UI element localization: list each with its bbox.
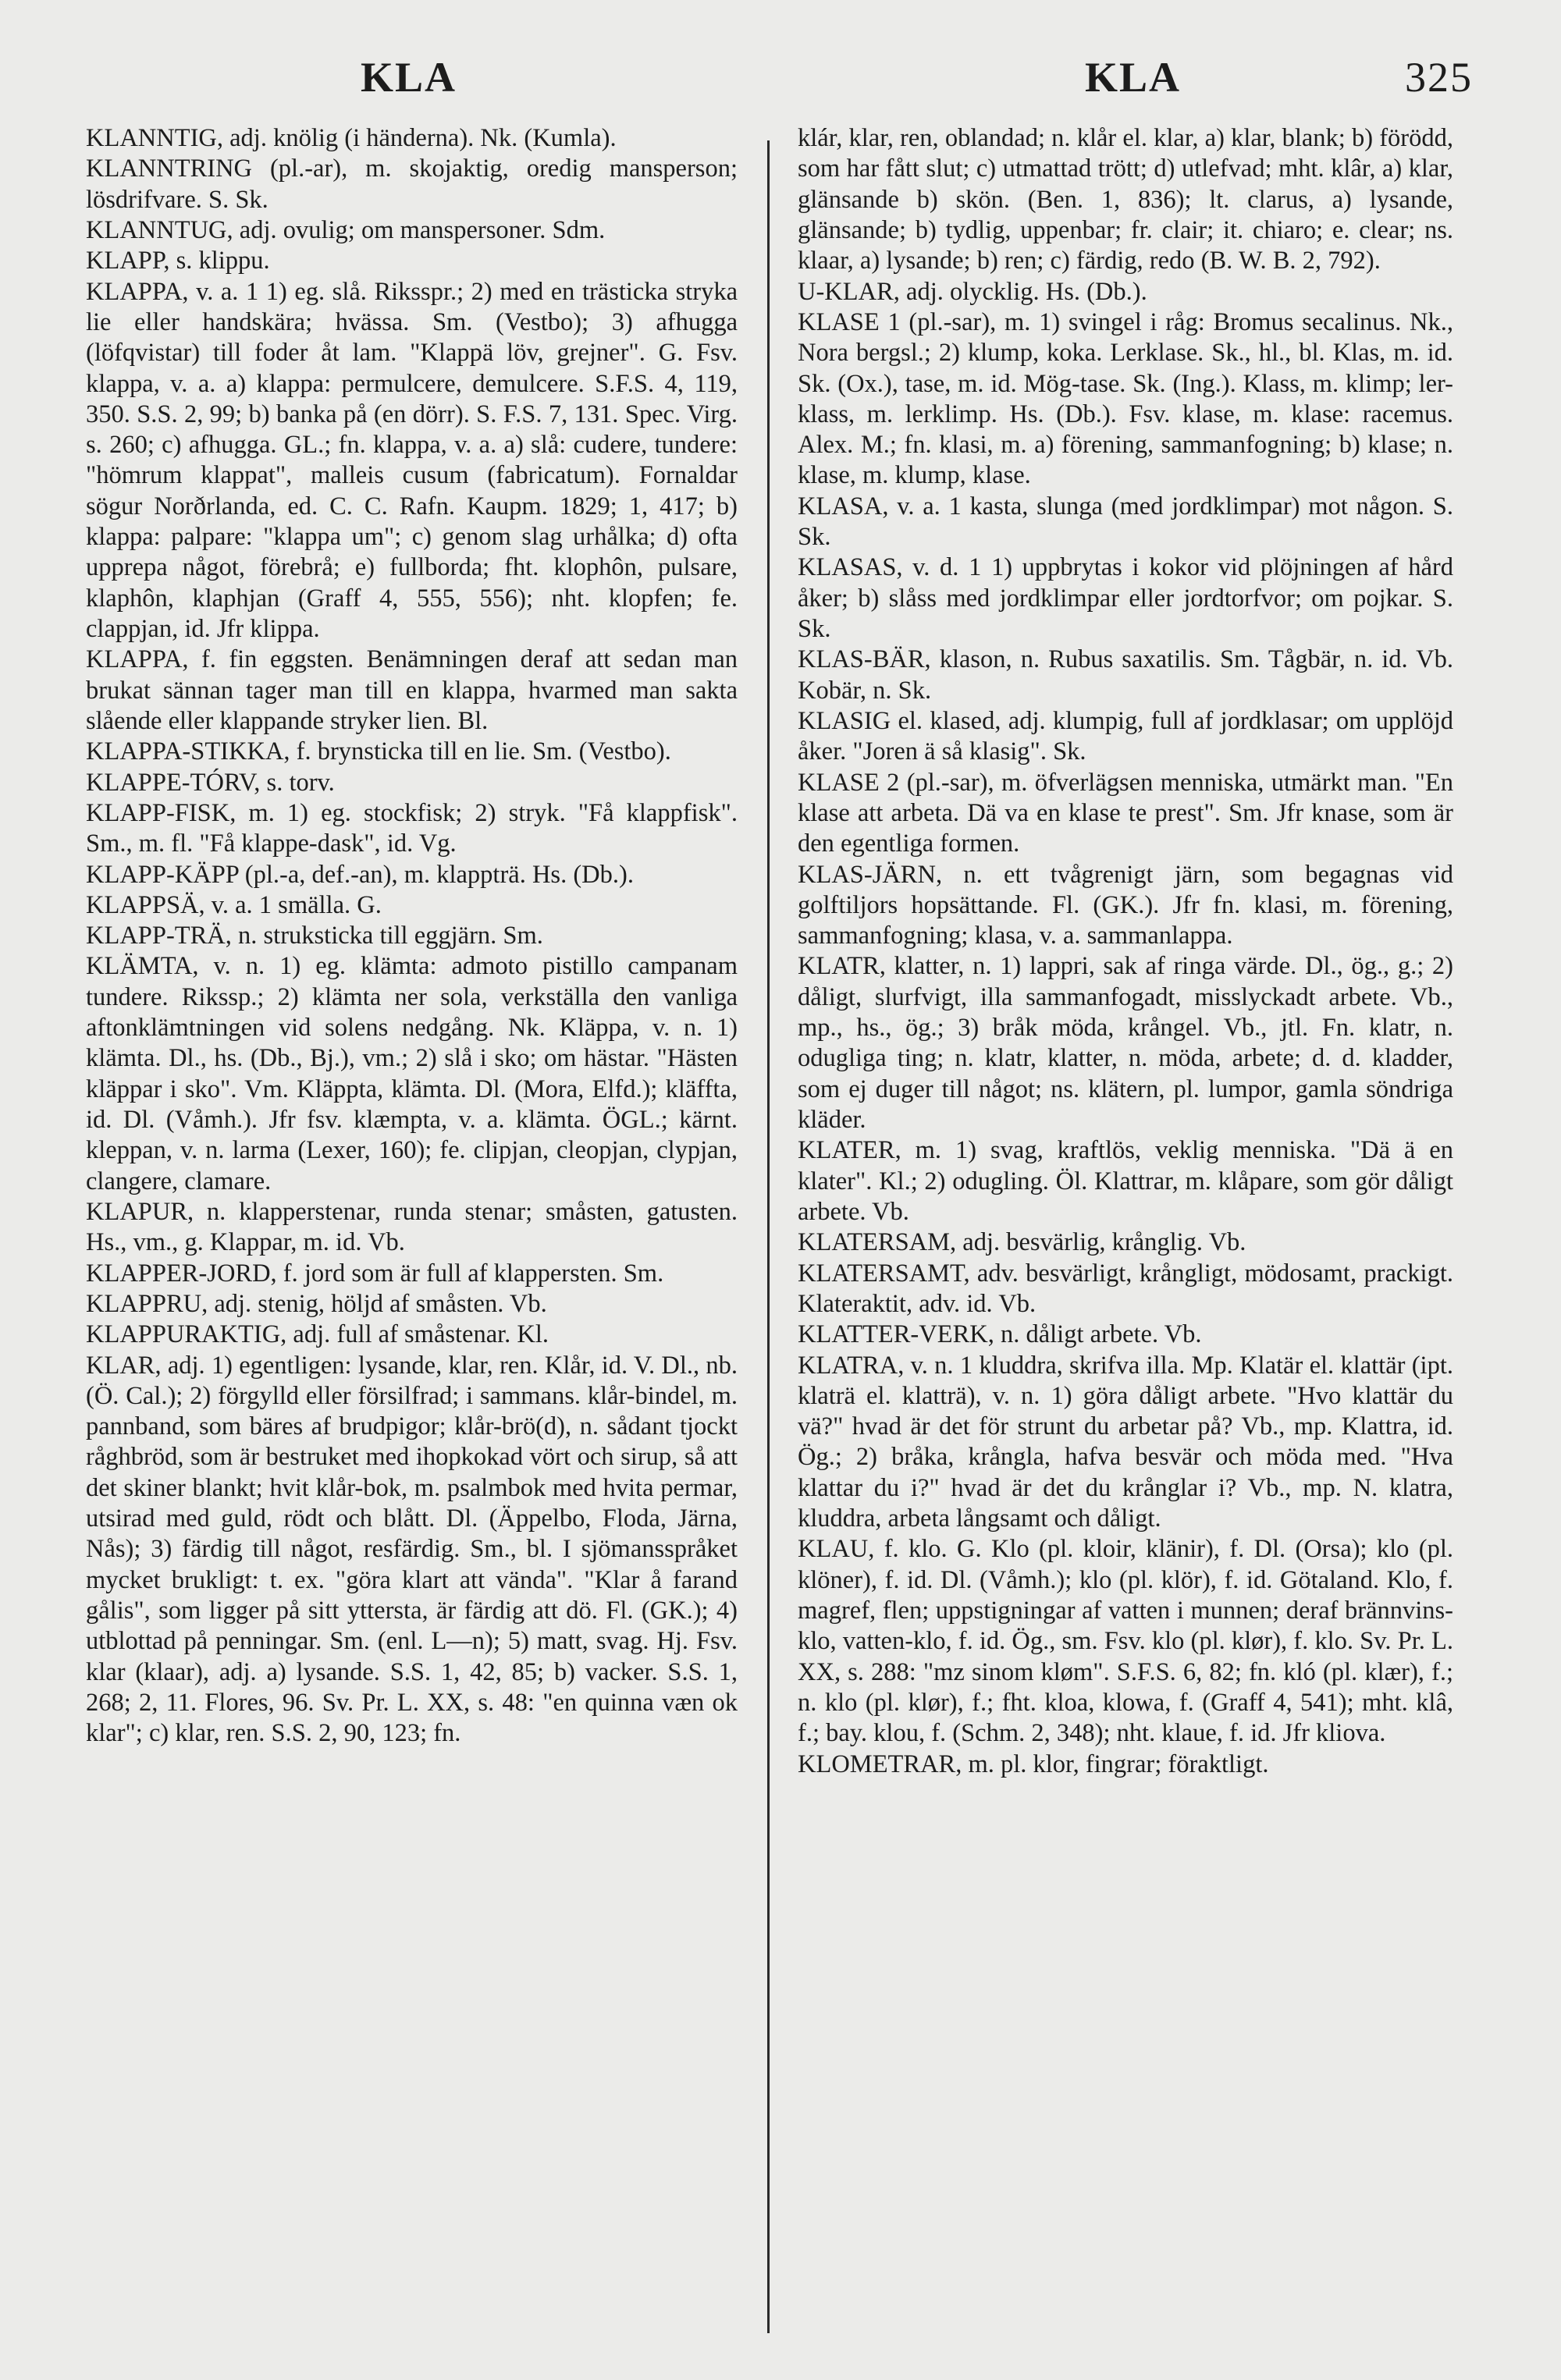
left-entry: KLANNTIG, adj. knölig (i händerna). Nk. (Kumla). (86, 124, 617, 152)
right-entry: KLATRA, v. n. 1 kluddra, skrifva illa. Mp. Klatär el. klattär (ipt. klaträ el. klatträ), v. n. 1) göra dåligt arbete. "Hvo klattär du vä?" hvad är det för strunt du arbetar på? Vb., mp. Klattra, id. Ög.; 2) bråka, krångla, hafva besvär och möda med. "Hva klattar du i?" hvad är det du krånglar i? Vb., mp. N. klatra, kluddra, arbeta långsamt och dåligt. (798, 1351, 1453, 1533)
right-entry: KLASAS, v. d. 1 1) uppbrytas i kokor vid plöjningen af hård åker; b) slåss med jordklimpar eller jordtorfvor; om pojkar. S. Sk. (798, 553, 1453, 643)
right-entry: KLATER, m. 1) svag, kraftlös, veklig menniska. "Dä ä en klater". Kl.; 2) odugling. Öl. Klattrar, m. klåpare, som gör dåligt arbete. Vb. (798, 1136, 1453, 1226)
right-entry: KLOMETRAR, m. pl. klor, fingrar; föraktligt. (798, 1749, 1269, 1778)
left-column (86, 123, 738, 2355)
running-head-left: KLA (361, 54, 457, 101)
right-entry: KLATTER-VERK, n. dåligt arbete. Vb. (798, 1320, 1202, 1349)
left-entry: KLÄMTA, v. n. 1) eg. klämta: admoto pistillo campanam tundere. Rikssp.; 2) klämta ner sola, verkställa den vanliga aftonklämtningen vid solens nedgång. Nk. Kläppa, v. n. 1) klämta. Dl., hs. (Db., Bj.), vm.; 2) slå i sko; om hästar. "Hästen kläppar i sko". Vm. Kläppta, klämta. Dl. (Mora, Elfd.); kläffta, id. Dl. (Våmh.). Jfr fsv. klæmpta, v. a. klämta. ÖGL.; kärnt. kleppan, v. n. larma (Lexer, 160); fe. clipjan, cleopjan, clypjan, clangere, clamare. (86, 952, 738, 1195)
left-entry: KLAPPA, v. a. 1 1) eg. slå. Riksspr.; 2) med en trästicka stryka lie eller handskära; hvässa. Sm. (Vestbo); 3) afhugga (löfqvistar) till foder åt lam. "Klappä löv, grejner". G. Fsv. klappa, v. a. a) klappa: permulcere, demulcere. S.F.S. 4, 119, 350. S.S. 2, 99; b) banka på (en dörr). S. F.S. 7, 131. Spec. Virg. s. 260; c) afhugga. GL.; fn. klappa, v. a. a) slå: cudere, tundere: "hömrum klappat", malleis cusum (fabricatum). Fornaldar sögur Norðrlanda, ed. C. C. Rafn. Kaupm. 1829; 1, 417; b) klappa: palpare: "klappa um"; c) genom slag urhålka; d) ofta upprepa något, förebrå; e) fullborda; fht. klophôn, pulsare, klaphôn, klaphjan (Graff 4, 555, 556); nht. klopfen; fe. clappjan, id. Jfr klippa. (86, 277, 738, 643)
right-column (798, 123, 1453, 2355)
left-entry: KLAPPA-STIKKA, f. brynsticka till en lie. Sm. (Vestbo). (86, 737, 671, 766)
right-entry: KLAS-BÄR, klason, n. Rubus saxatilis. Sm. Tågbär, n. id. Vb. Kobär, n. Sk. (798, 645, 1453, 705)
left-entry: KLANNTUG, adj. ovulig; om manspersoner. Sdm. (86, 215, 606, 244)
column-divider (767, 140, 770, 2333)
left-entry: KLAPP-TRÄ, n. struksticka till eggjärn. Sm. (86, 922, 543, 950)
right-entry: KLATR, klatter, n. 1) lappri, sak af ringa värde. Dl., ög., g.; 2) dåligt, slurfvigt, illa sammanfogadt, misslyckadt arbete. Vb., mp., hs., ög.; 3) bråk möda, krångel. Vb., jtl. Fn. klatr, n. odugliga ting; n. klatr, klatter, n. möda, arbete; d. d. kladder, som ej duger till något; ns. klätern, pl. lumpor, gamla söndriga kläder. (798, 952, 1453, 1134)
right-entry: KLAS-JÄRN, n. ett tvågrenigt järn, som begagnas vid golftiljors hopsättande. Fl. (GK.). Jfr fn. klasi, m. förening, sammanfogning; klasa, v. a. sammanlappa. (798, 860, 1453, 950)
right-entry: klár, klar, ren, oblandad; n. klår el. klar, a) klar, blank; b) förödd, som har fått slut; c) utmattad trött; d) utlefvad; mht. klâr, a) klar, glänsande b) skön. (Ben. 1, 836); lt. clarus, a) lysande, glänsande; b) tydlig, uppenbar; fr. clair; it. chiaro; e. clear; ns. klaar, a) lysande; b) ren; c) färdig, redo (B. W. B. 2, 792). (798, 124, 1453, 275)
running-head-right: KLA (1085, 54, 1182, 101)
left-entry: KLAPP-FISK, m. 1) eg. stockfisk; 2) stryk. "Få klappfisk". Sm., m. fl. "Få klappe-dask", id. Vg. (86, 798, 738, 858)
right-entry: KLATERSAMT, adv. besvärligt, krångligt, mödosamt, prackigt. Klateraktit, adv. id. Vb. (798, 1259, 1453, 1318)
left-entry: KLANNTRING (pl.-ar), m. skojaktig, oredig mansperson; lösdrifvare. S. Sk. (86, 155, 738, 214)
left-entry: KLAPPE-TÓRV, s. torv. (86, 768, 335, 797)
left-entry: KLAPPA, f. fin eggsten. Benämningen deraf att sedan man brukat sännan tager man till en klappa, hvarmed man sakta slående eller klappande stryker lien. Bl. (86, 645, 738, 735)
left-entry: KLAPUR, n. klapperstenar, runda stenar; småsten, gatusten. Hs., vm., g. Klappar, m. id. Vb. (86, 1197, 738, 1257)
left-entry: KLAPP, s. klippu. (86, 247, 270, 275)
left-entry: KLAPPSÄ, v. a. 1 smälla. G. (86, 890, 382, 919)
right-entry: KLASE 1 (pl.-sar), m. 1) svingel i råg: Bromus secalinus. Nk., Nora bergsl.; 2) klump, koka. Lerklase. Sk., hl., bl. Klas, m. id. Sk. (Ox.), tase, m. id. Mög-tase. Sk. (Ing.). Klass, m. klimp; ler-klass, m. lerklimp. Hs. (Db.). Fsv. klase, m. klase: racemus. Alex. M.; fn. klasi, m. a) förening, sammanfogning; b) klase; n. klase, m. klump, klase. (798, 307, 1453, 490)
left-entry: KLAR, adj. 1) egentligen: lysande, klar, ren. Klår, id. V. Dl., nb. (Ö. Cal.); 2) förgylld eller försilfrad; i sammans. klår-bindel, m. pannband, som bäres af brudpigor; klår-brö(d), n. sådant tjockt råghbröd, som är bestruket med ihopkokad vört och sirup, så att det skiner blankt; hvit klår-bok, m. psalmbok med hvita permar, utsirad med guld, rödt och blått. Dl. (Äppelbo, Floda, Järna, Nås); 3) färdig till något, resfärdig. Sm., bl. I sjömansspråket mycket brukligt: t. ex. "göra klart att vända". "Klar å farand gålis", som ligger på sitt yttersta, är färdig att dö. Fl. (GK.); 4) utblottad på penningar. Sm. (enl. L—n); 5) matt, svag. Hj. Fsv. klar (klaar), adj. a) lysande. S.S. 1, 42, 85; b) vacker. S.S. 1, 268; 2, 11. Flores, 96. Sv. Pr. L. XX, s. 48: "en quinna væn ok klar"; c) klar, ren. S.S. 2, 90, 123; fn. (86, 1351, 738, 1748)
left-entry: KLAPPURAKTIG, adj. full af småstenar. Kl. (86, 1320, 549, 1349)
left-entry: KLAPP-KÄPP (pl.-a, def.-an), m. klappträ. Hs. (Db.). (86, 860, 634, 889)
left-entry: KLAPPER-JORD, f. jord som är full af klappersten. Sm. (86, 1259, 664, 1288)
page-number: 325 (1405, 54, 1473, 101)
right-entry: KLASA, v. a. 1 kasta, slunga (med jordklimpar) mot någon. S. Sk. (798, 492, 1453, 552)
right-entry: KLASE 2 (pl.-sar), m. öfverlägsen menniska, utmärkt man. "En klase att arbeta. Dä va en klase te prest". Sm. Jfr knase, som är den egentliga formen. (798, 768, 1453, 858)
right-entry: KLATERSAM, adj. besvärlig, krånglig. Vb. (798, 1228, 1246, 1257)
right-entry: U-KLAR, adj. olycklig. Hs. (Db.). (798, 277, 1147, 306)
left-entry: KLAPPRU, adj. stenig, höljd af småsten. Vb. (86, 1289, 547, 1318)
right-entry: KLAU, f. klo. G. Klo (pl. kloir, klänir), f. Dl. (Orsa); klo (pl. klöner), f. id. Dl. (Våmh.); klo (pl. klör), f. id. Götaland. Klo, f. magref, flen; uppstigningar af vatten i munnen; deraf brännvins-klo, vatten-klo, f. id. Ög., sm. Fsv. klo (pl. klør), f. klo. Sv. Pr. L. XX, s. 288: "mz sinom kløm". S.F.S. 6, 82; fn. kló (pl. klær), f.; n. klo (pl. klør), f.; fht. kloa, klowa, f. (Graff 4, 541); mht. klâ, f.; bay. klou, f. (Schm. 2, 348); nht. klaue, f. id. Jfr kliova. (798, 1535, 1453, 1748)
right-entry: KLASIG el. klased, adj. klumpig, full af jordklasar; om upplöjd åker. "Joren ä så klasig". Sk. (798, 706, 1453, 766)
